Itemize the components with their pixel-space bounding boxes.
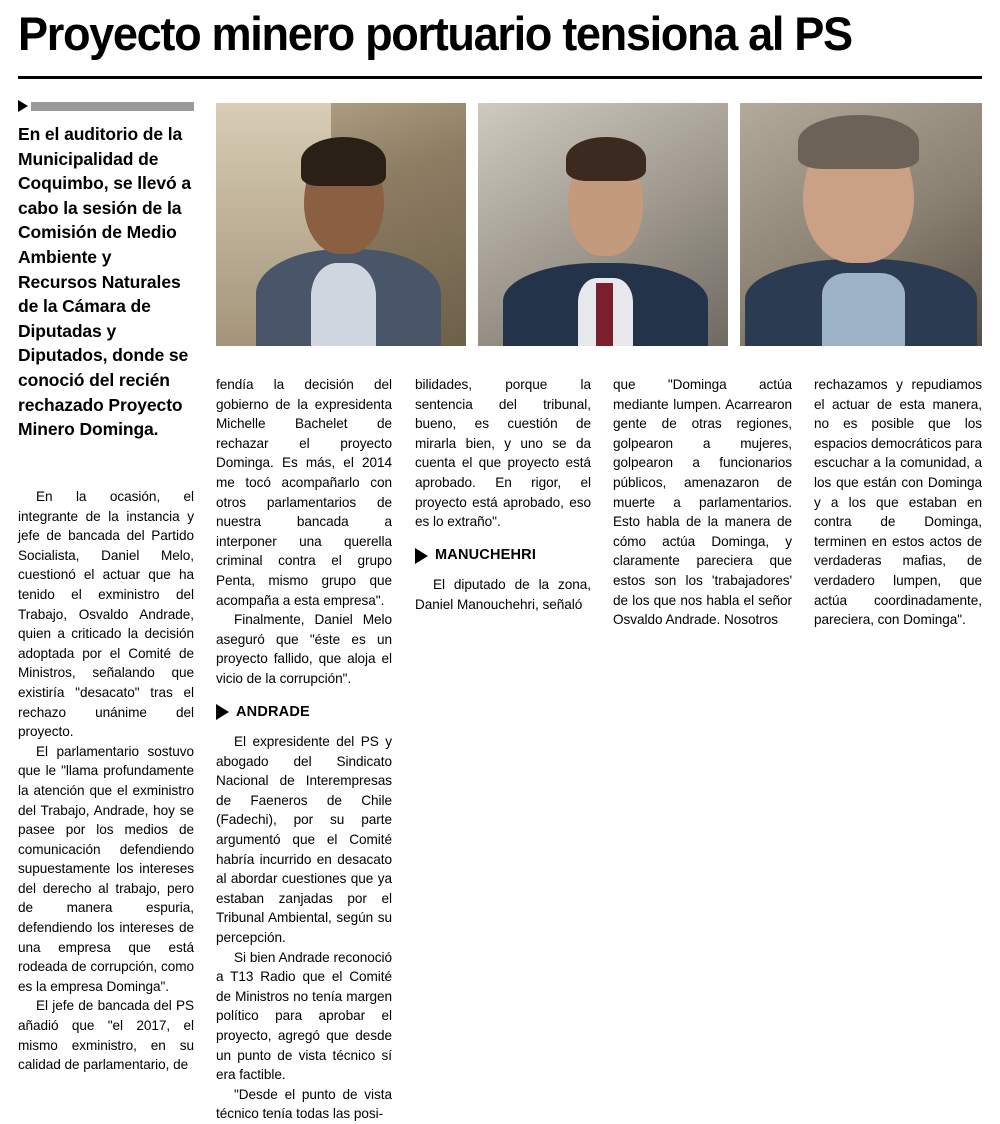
section-subhead-andrade — [216, 703, 392, 723]
page-title: Proyecto minero portuario tensiona al PS — [18, 7, 852, 60]
lead-marker — [18, 100, 194, 112]
header-divider — [18, 76, 982, 79]
paragraph: El parlamentario sostuvo que le "llama profundamente la atención que el exministro del Trabajo, Andrade, hoy se pasee por los medios de comunicación defendiendo supuestamente los intereses del derecho al trabajo, pero de manera espuria, defendiendo los intereses de una empresa que está rodeada de corrupción, como es la empresa Dominga". — [18, 743, 194, 994]
paragraph: Finalmente, Daniel Melo aseguró que "éste es un proyecto fallido, que aloja el vicio de la corrupción". — [216, 612, 392, 686]
paragraph: En la ocasión, el integrante de la instancia y jefe de bancada del Partido Socialista, Daniel Melo, cuestionó el actuar que ha tenido el exministro del Trabajo, Osvaldo Andrade, quien a criticado la decisión adoptada por el Comité de Ministros, señalando que existiría "desacato" tras el rechazo unánime del proyecto. — [18, 489, 194, 740]
column-1 — [18, 487, 194, 1075]
lead-column — [18, 100, 194, 442]
subhead-label: MANUCHEHRI — [435, 546, 537, 563]
column-5 — [814, 375, 982, 630]
play-triangle-icon — [216, 704, 229, 720]
photo-osvaldo-andrade — [740, 103, 982, 346]
paragraph: que "Dominga actúa mediante lumpen. Acarrearon gente de otras regiones, golpearon a mujeres, golpearon a funcionarios públicos, amenazaron de muerte a parlamentarios. Esto habla de la manera de cómo actúa Dominga, y claramente pareciera que estos son los 'trabajadores' de los que nos habla el señor Osvaldo Andrade. Nosotros — [613, 377, 792, 628]
marker-bar — [31, 102, 194, 111]
paragraph: rechazamos y repudiamos el actuar de esta manera, no es posible que los espacios democráticos para escuchar a la comunidad, a los que están con Dominga y a los que estaban en contra de Dominga, terminen en estos actos de verdaderas mafias, de verdadero lumpen, que actúa coordinadamente, pareciera, con Dominga". — [814, 377, 982, 628]
paragraph: "Desde el punto de vista técnico tenía todas las posi- — [216, 1086, 392, 1122]
photo-daniel-melo — [216, 103, 466, 346]
lead-paragraph: En el auditorio de la Municipalidad de Coquimbo, se llevó a cabo la sesión de la Comisión de Medio Ambiente y Recursos Naturales de la Cámara de Diputadas y Diputados, donde se conoció del recién rechazado Proyecto Minero Dominga. — [18, 124, 192, 440]
paragraph: El expresidente del PS y abogado del Sindicato Nacional de Interempresas de Faeneros de Chile (Fadechi), por su parte argumentó que el Comité habría incurrido en desacato al abordar cuestiones que ya estaban zanjadas por el Tribunal Ambiental, según su percepción. — [216, 734, 392, 946]
headline-container — [18, 8, 982, 60]
paragraph: Si bien Andrade reconoció a T13 Radio que el Comité de Ministros no tenía margen político para aprobar el proyecto, agregó que desde un punto de vista técnico sí era factible. — [216, 949, 392, 1083]
photo-daniel-manouchehri — [478, 103, 728, 346]
column-4 — [613, 375, 792, 630]
play-triangle-icon — [18, 100, 28, 112]
column-3 — [415, 375, 591, 615]
paragraph: fendía la decisión del gobierno de la expresidenta Michelle Bachelet de rechazar el proyecto Dominga. Es más, el 2014 me tocó acompañarlo con otros parlamentarios de nuestra bancada a interponer una querella criminal contra el grupo Penta, mismo grupo que acompaña a esta empresa". — [216, 377, 392, 608]
paragraph: El diputado de la zona, Daniel Manouchehri, señaló — [415, 577, 591, 612]
paragraph: bilidades, porque la sentencia del tribunal, bueno, es cuestión de mirarla bien, y uno se da cuenta el que proyecto está aprobado. En rigor, el proyecto está aprobado, eso es lo extraño". — [415, 377, 591, 530]
column-2 — [216, 375, 392, 1124]
subhead-label: ANDRADE — [236, 703, 310, 720]
section-subhead-manuchehri — [415, 546, 591, 566]
play-triangle-icon — [415, 548, 428, 564]
paragraph: El jefe de bancada del PS añadió que "el 2017, el mismo exministro, en su calidad de parlamentario, de — [18, 998, 194, 1073]
